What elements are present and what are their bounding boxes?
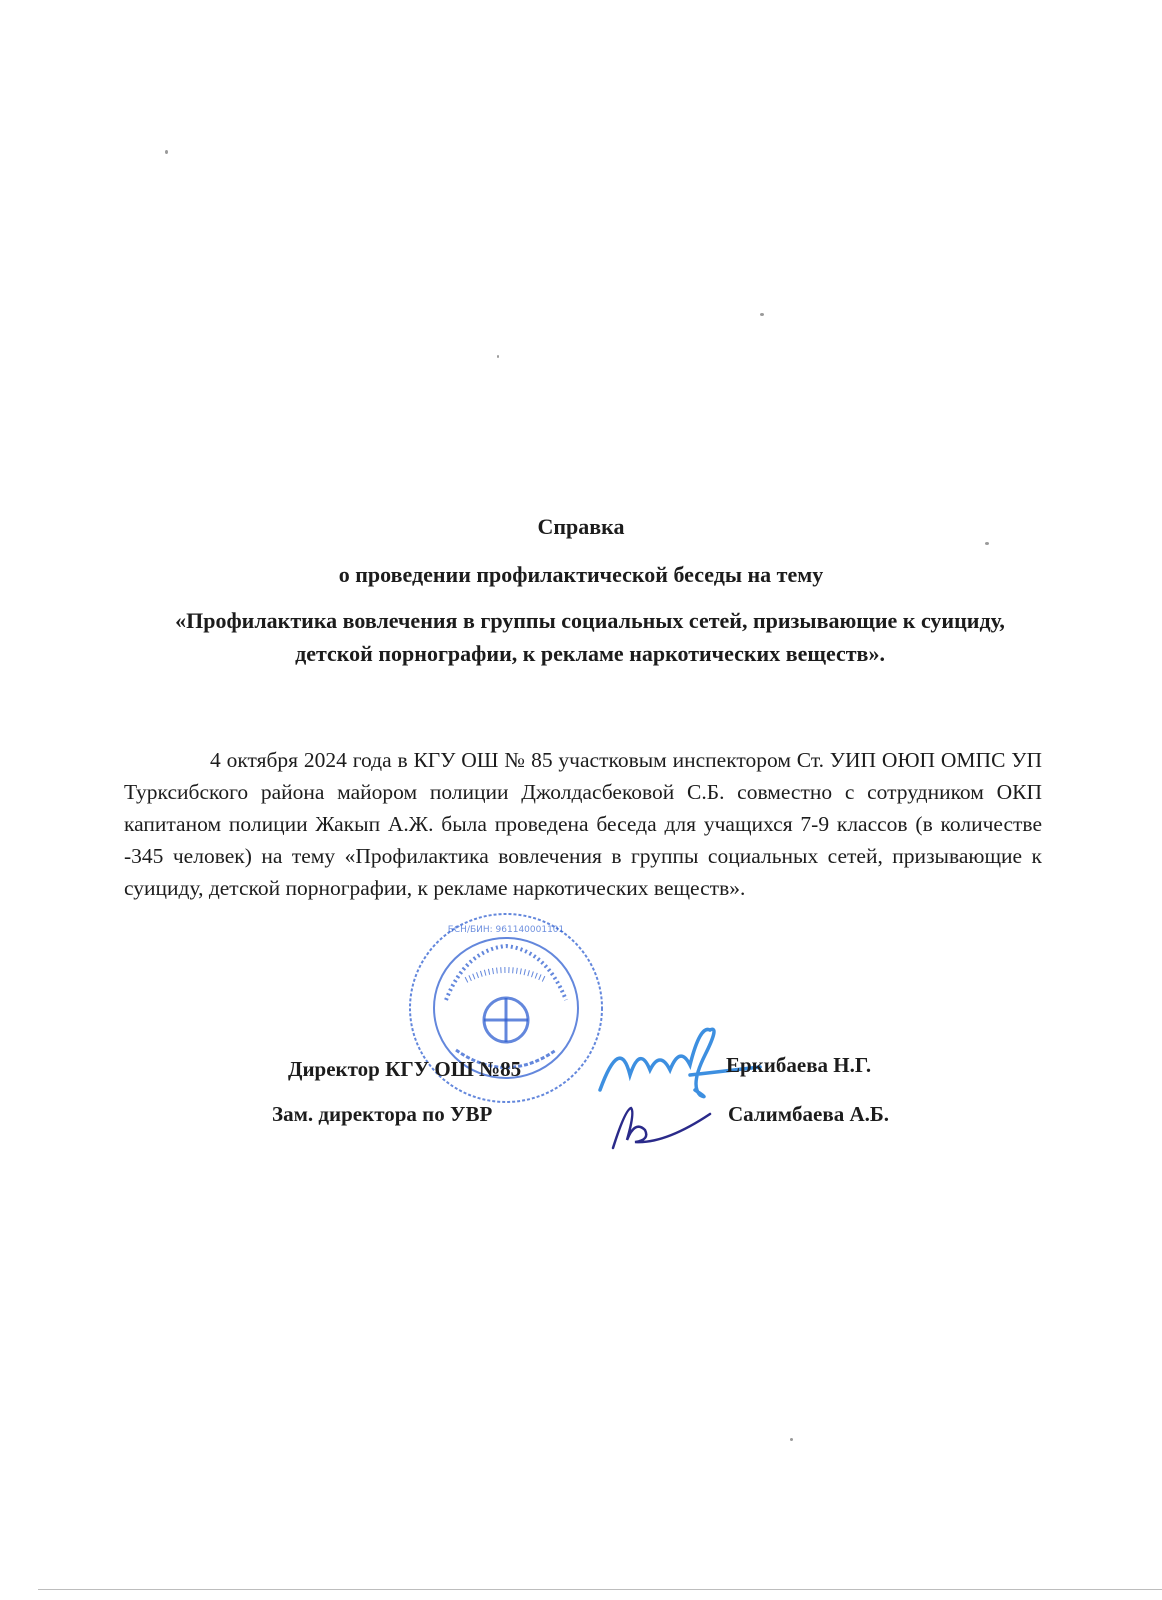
svg-text:БСН/БИН: 961140001101: БСН/БИН: 961140001101 bbox=[447, 925, 565, 935]
document-body: 4 октября 2024 года в КГУ ОШ № 85 участковым инспектором Ст. УИП ОЮП ОМПС УП Турксибского района майором полиции Джолдасбековой С.Б. совместно с сотрудником ОКП капитаном полиции Жакып А.Ж. была проведена беседа для учащихся 7-9 классов (в количестве -345 человек) на тему «Профилактика вовлечения в группы социальных сетей, призывающие к суициду, детской порнографии, к рекламе наркотических веществ». bbox=[124, 748, 1042, 900]
document-topic: «Профилактика вовлечения в группы социальных сетей, призывающие к суициду, детской порнографии, к рекламе наркотических веществ». bbox=[175, 608, 1005, 666]
deputy-signature-icon bbox=[605, 1100, 715, 1150]
signatory-role-deputy: Зам. директора по УВР bbox=[272, 1102, 493, 1126]
signatory-name-deputy: Салимбаева А.Б. bbox=[728, 1102, 889, 1126]
signatory-role-director: Директор КГУ ОШ №85 bbox=[288, 1057, 522, 1081]
document-subtitle: о проведении профилактической беседы на тему bbox=[338, 562, 824, 587]
signatory-name-director: Еркибаева Н.Г. bbox=[726, 1053, 872, 1077]
document-title: Справка bbox=[537, 514, 625, 539]
scan-speck bbox=[790, 1438, 793, 1441]
scan-speck bbox=[497, 355, 499, 358]
scan-speck bbox=[165, 150, 168, 154]
scan-speck bbox=[760, 313, 764, 316]
scan-edge-line bbox=[38, 1589, 1162, 1590]
scan-speck bbox=[985, 542, 989, 545]
